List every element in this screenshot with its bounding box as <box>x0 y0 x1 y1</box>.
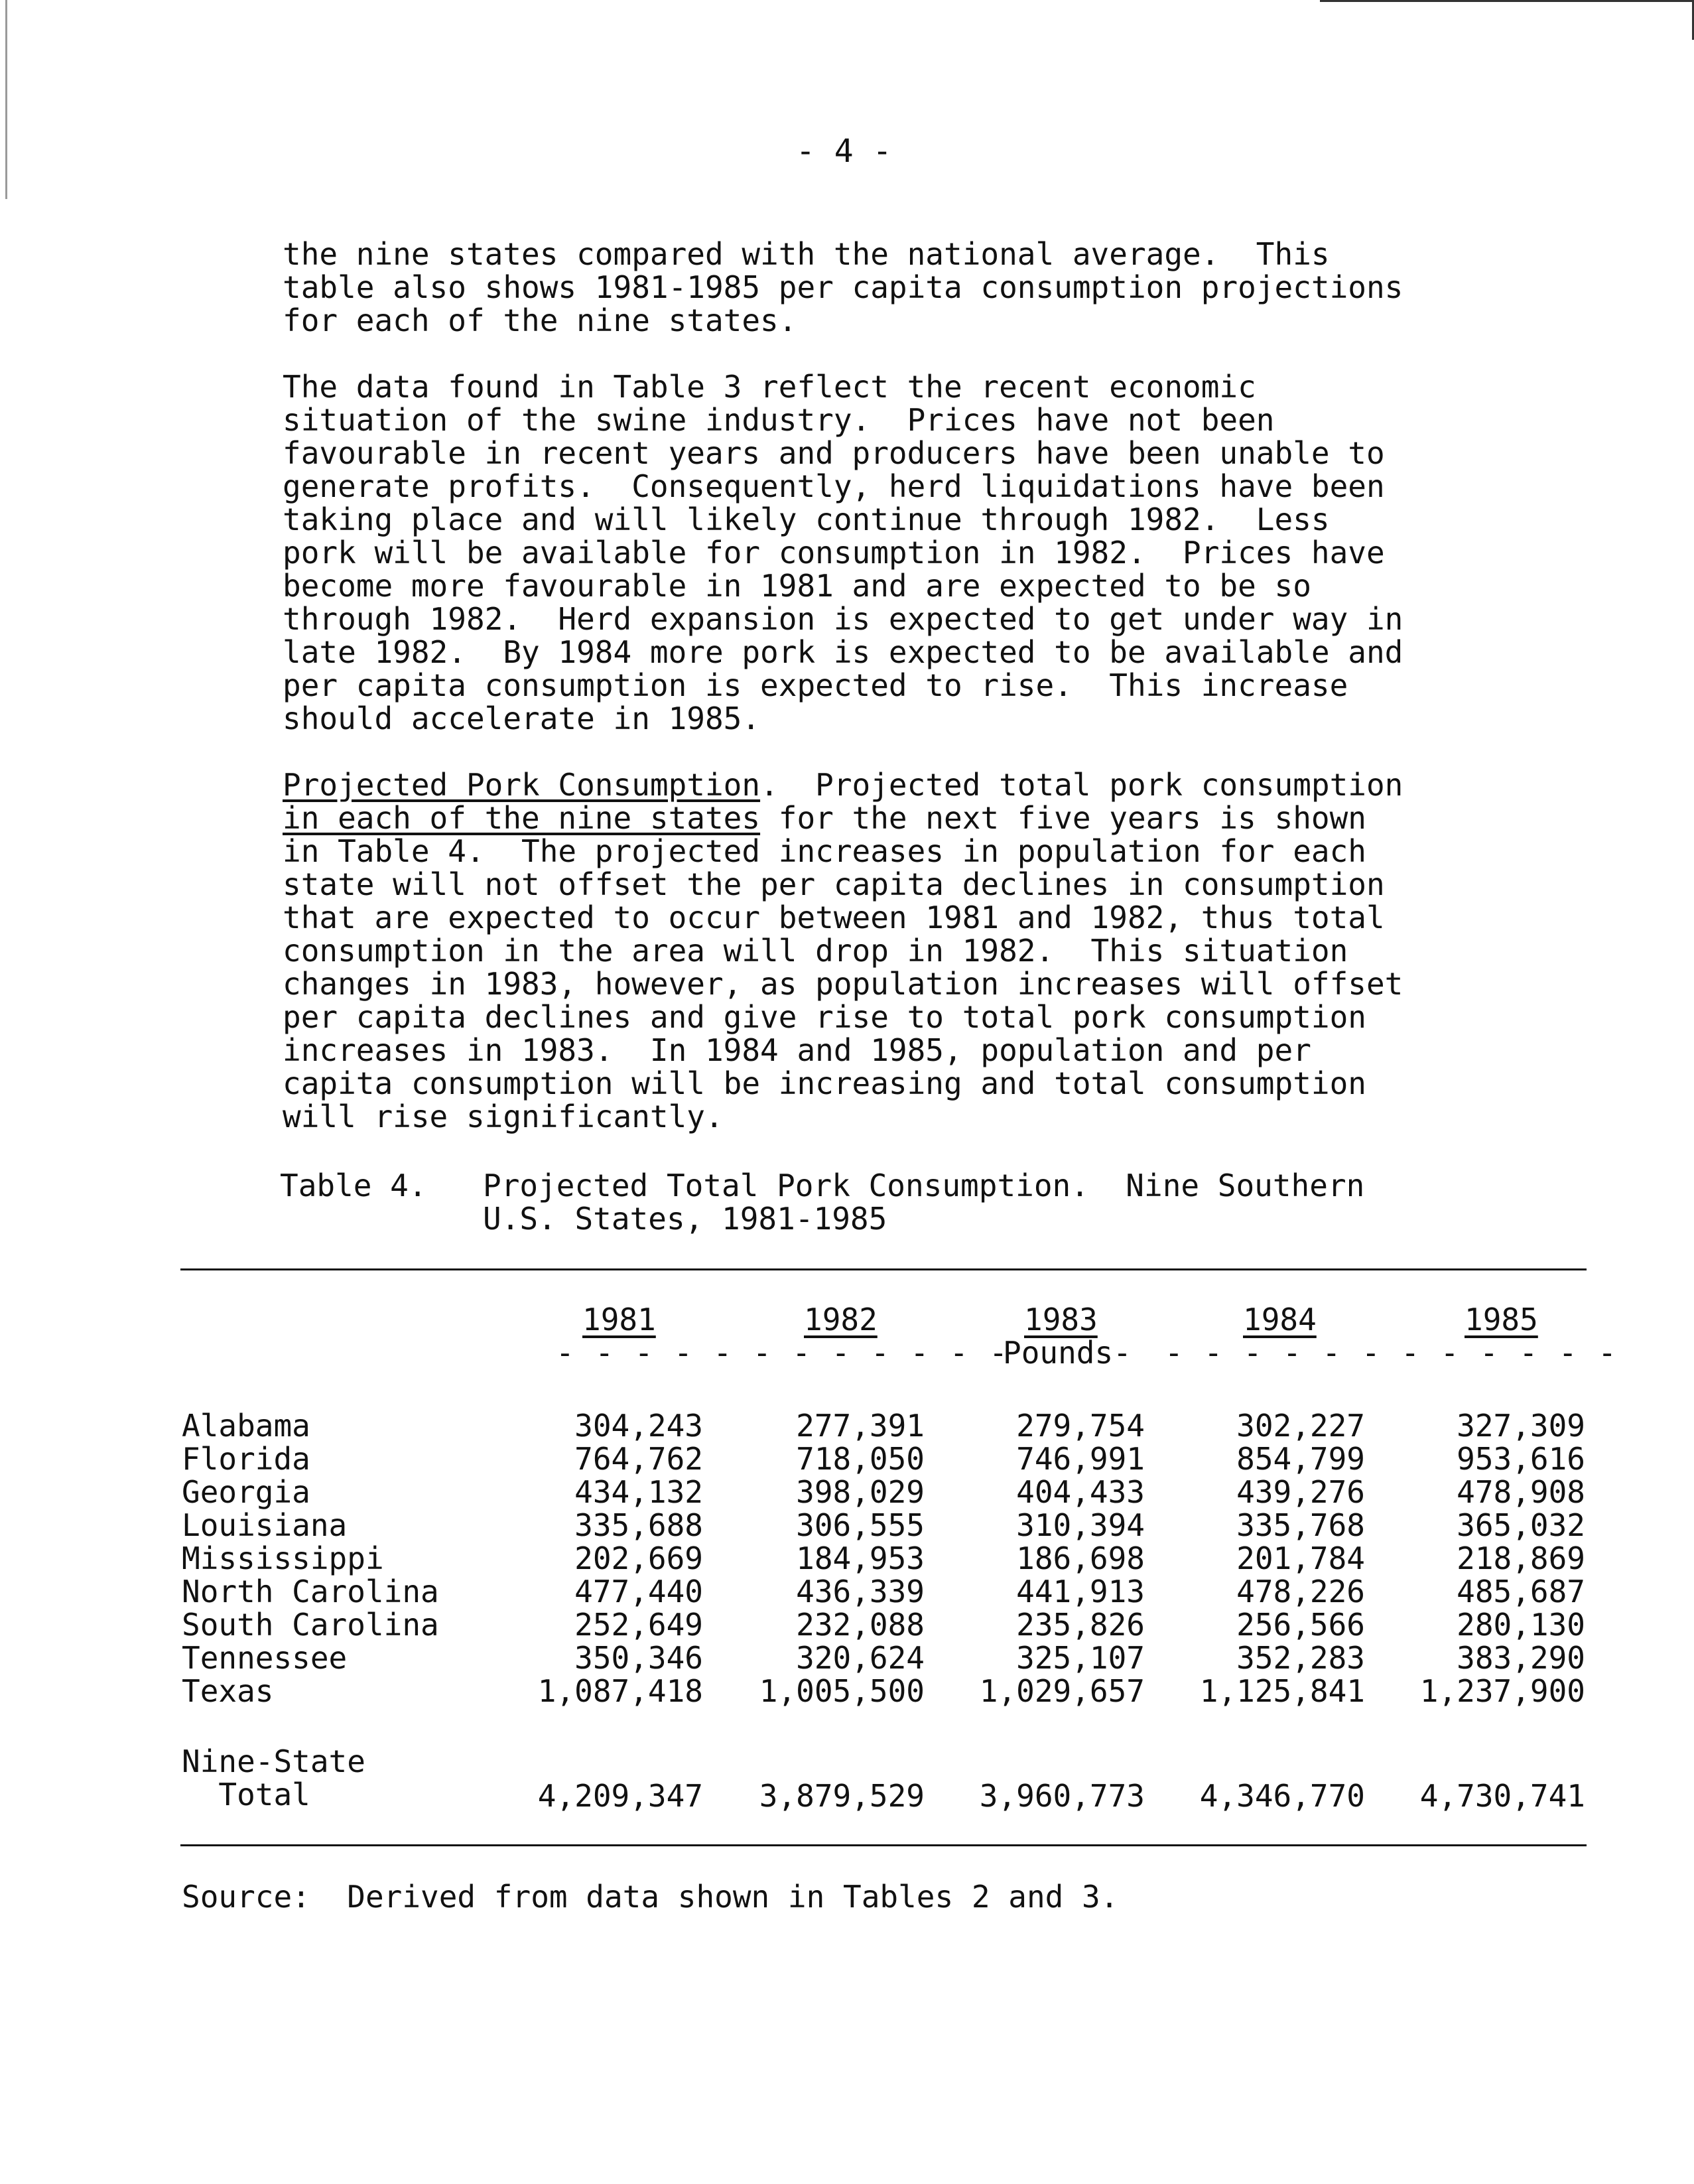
value-cell: 186,698 <box>1016 1540 1145 1576</box>
value-cell: 365,032 <box>1457 1507 1585 1543</box>
value-cell: 854,799 <box>1236 1441 1365 1477</box>
table-caption-label: Table 4. <box>280 1168 427 1203</box>
value-cell: 306,555 <box>796 1507 925 1543</box>
value-cell: 184,953 <box>796 1540 925 1576</box>
value-cell: 232,088 <box>796 1607 925 1643</box>
paragraph-body: in Table 4. The projected increases in population for each state will not offset the per capita declines in consumption that are expected to occur between 1981 and 1982, thus total consumption in the area will drop in 1982. This situation changes in 1983, however, as population increases will offset per capita declines and give rise to total pork consumption increases in 1983. In 1984 and 1985, population and per capita consumption will be increasing and total consumption will rise significantly. <box>283 833 1403 1134</box>
year-header-1981: 1981 <box>582 1302 656 1337</box>
value-cell: 398,029 <box>796 1474 925 1510</box>
table-row <box>0 1540 1694 1574</box>
value-cell: 953,616 <box>1457 1441 1585 1477</box>
value-cell: 746,991 <box>1016 1441 1145 1477</box>
value-cell: 350,346 <box>574 1640 703 1676</box>
value-cell: 1,125,841 <box>1199 1673 1365 1709</box>
year-header-1984: 1984 <box>1243 1302 1317 1337</box>
table-bottom-rule <box>180 1844 1587 1846</box>
section-heading-line2: in each of the nine states <box>283 800 761 836</box>
total-value-cell: 4,346,770 <box>1199 1778 1365 1814</box>
total-row-label: Nine-State Total <box>182 1743 365 1812</box>
table-row <box>0 1474 1694 1510</box>
value-cell: 1,237,900 <box>1419 1673 1585 1709</box>
state-name: Tennessee <box>182 1640 348 1676</box>
paragraph-projected-consumption <box>283 768 1516 1133</box>
state-name: Florida <box>182 1441 310 1477</box>
table-row <box>0 1640 1694 1676</box>
value-cell: 477,440 <box>574 1574 703 1609</box>
paragraph-intro: the nine states compared with the national average. This table also shows 1981-1985 per capita consumption projections for each of the nine states. <box>283 236 1403 338</box>
value-cell: 441,913 <box>1016 1574 1145 1609</box>
value-cell: 280,130 <box>1457 1607 1585 1643</box>
value-cell: 718,050 <box>796 1441 925 1477</box>
year-header-1982: 1982 <box>804 1302 878 1337</box>
value-cell: 335,688 <box>574 1507 703 1543</box>
value-cell: 304,243 <box>574 1408 703 1444</box>
value-cell: 478,908 <box>1457 1474 1585 1510</box>
value-cell: 252,649 <box>574 1607 703 1643</box>
page-number: - 4 - <box>796 133 892 170</box>
value-cell: 352,283 <box>1236 1640 1365 1676</box>
source-note: Source: Derived from data shown in Tables 2 and 3. <box>182 1879 1119 1915</box>
table-row <box>0 1408 1694 1444</box>
table-row <box>0 1607 1694 1643</box>
value-cell: 320,624 <box>796 1640 925 1676</box>
value-cell: 335,768 <box>1236 1507 1365 1543</box>
dash-leader-left: - - - - - - - - - - - - <box>556 1335 1009 1371</box>
units-label: Pounds- <box>1003 1335 1132 1371</box>
total-value-cell: 3,960,773 <box>979 1778 1145 1814</box>
value-cell: 327,309 <box>1457 1408 1585 1444</box>
value-cell: 310,394 <box>1016 1507 1145 1543</box>
value-cell: 302,227 <box>1236 1408 1365 1444</box>
value-cell: 202,669 <box>574 1540 703 1576</box>
line2-rest: for the next five years is shown <box>760 800 1366 836</box>
value-cell: 277,391 <box>796 1408 925 1444</box>
value-cell: 436,339 <box>796 1574 925 1609</box>
value-cell: 1,087,418 <box>537 1673 703 1709</box>
total-value-cell: 3,879,529 <box>759 1778 925 1814</box>
value-cell: 478,226 <box>1236 1574 1365 1609</box>
total-value-cell: 4,209,347 <box>537 1778 703 1814</box>
value-cell: 404,433 <box>1016 1474 1145 1510</box>
scan-edge-left <box>5 0 7 199</box>
table-row <box>0 1673 1694 1709</box>
total-value-cell: 4,730,741 <box>1419 1778 1585 1814</box>
value-cell: 439,276 <box>1236 1474 1365 1510</box>
table-row <box>0 1507 1694 1543</box>
value-cell: 383,290 <box>1457 1640 1585 1676</box>
state-name: Mississippi <box>182 1540 384 1576</box>
table-row <box>0 1441 1694 1477</box>
value-cell: 256,566 <box>1236 1607 1365 1643</box>
scan-edge-top <box>1320 0 1694 2</box>
paragraph-economic-situation: The data found in Table 3 reflect the recent economic situation of the swine industry. Prices have not been favourable in recent years and producers have been unable to generate profits. Consequently, herd liquidations have been taking place and will likely continue through 1982. Less pork will be available for consumption in 1982. Prices have become more favourable in 1981 and are expected to be so through 1982. Herd expansion is expected to get under way in late 1982. By 1984 more pork is expected to be available and per capita consumption is expected to rise. This increase should accelerate in 1985. <box>283 369 1403 736</box>
value-cell: 235,826 <box>1016 1607 1145 1643</box>
state-name: Texas <box>182 1673 274 1709</box>
heading-rest: . Projected total pork consumption <box>760 767 1403 803</box>
state-name: Alabama <box>182 1408 310 1444</box>
value-cell: 1,029,657 <box>979 1673 1145 1709</box>
value-cell: 434,132 <box>574 1474 703 1510</box>
year-header-1983: 1983 <box>1024 1302 1098 1337</box>
value-cell: 279,754 <box>1016 1408 1145 1444</box>
value-cell: 325,107 <box>1016 1640 1145 1676</box>
state-name: Georgia <box>182 1474 310 1510</box>
dash-leader-right: - - - - - - - - - - - - <box>1165 1335 1618 1371</box>
section-heading: Projected Pork Consumption <box>283 767 761 803</box>
value-cell: 764,762 <box>574 1441 703 1477</box>
value-cell: 201,784 <box>1236 1540 1365 1576</box>
value-cell: 218,869 <box>1457 1540 1585 1576</box>
year-header-1985: 1985 <box>1465 1302 1538 1337</box>
value-cell: 485,687 <box>1457 1574 1585 1609</box>
table-top-rule <box>180 1268 1587 1270</box>
table-caption-title: Projected Total Pork Consumption. Nine Southern U.S. States, 1981-1985 <box>483 1168 1365 1237</box>
state-name: South Carolina <box>182 1607 439 1643</box>
total-row <box>0 1778 1694 1814</box>
table-row <box>0 1574 1694 1607</box>
state-name: Louisiana <box>182 1507 348 1543</box>
state-name: North Carolina <box>182 1574 439 1609</box>
value-cell: 1,005,500 <box>759 1673 925 1709</box>
